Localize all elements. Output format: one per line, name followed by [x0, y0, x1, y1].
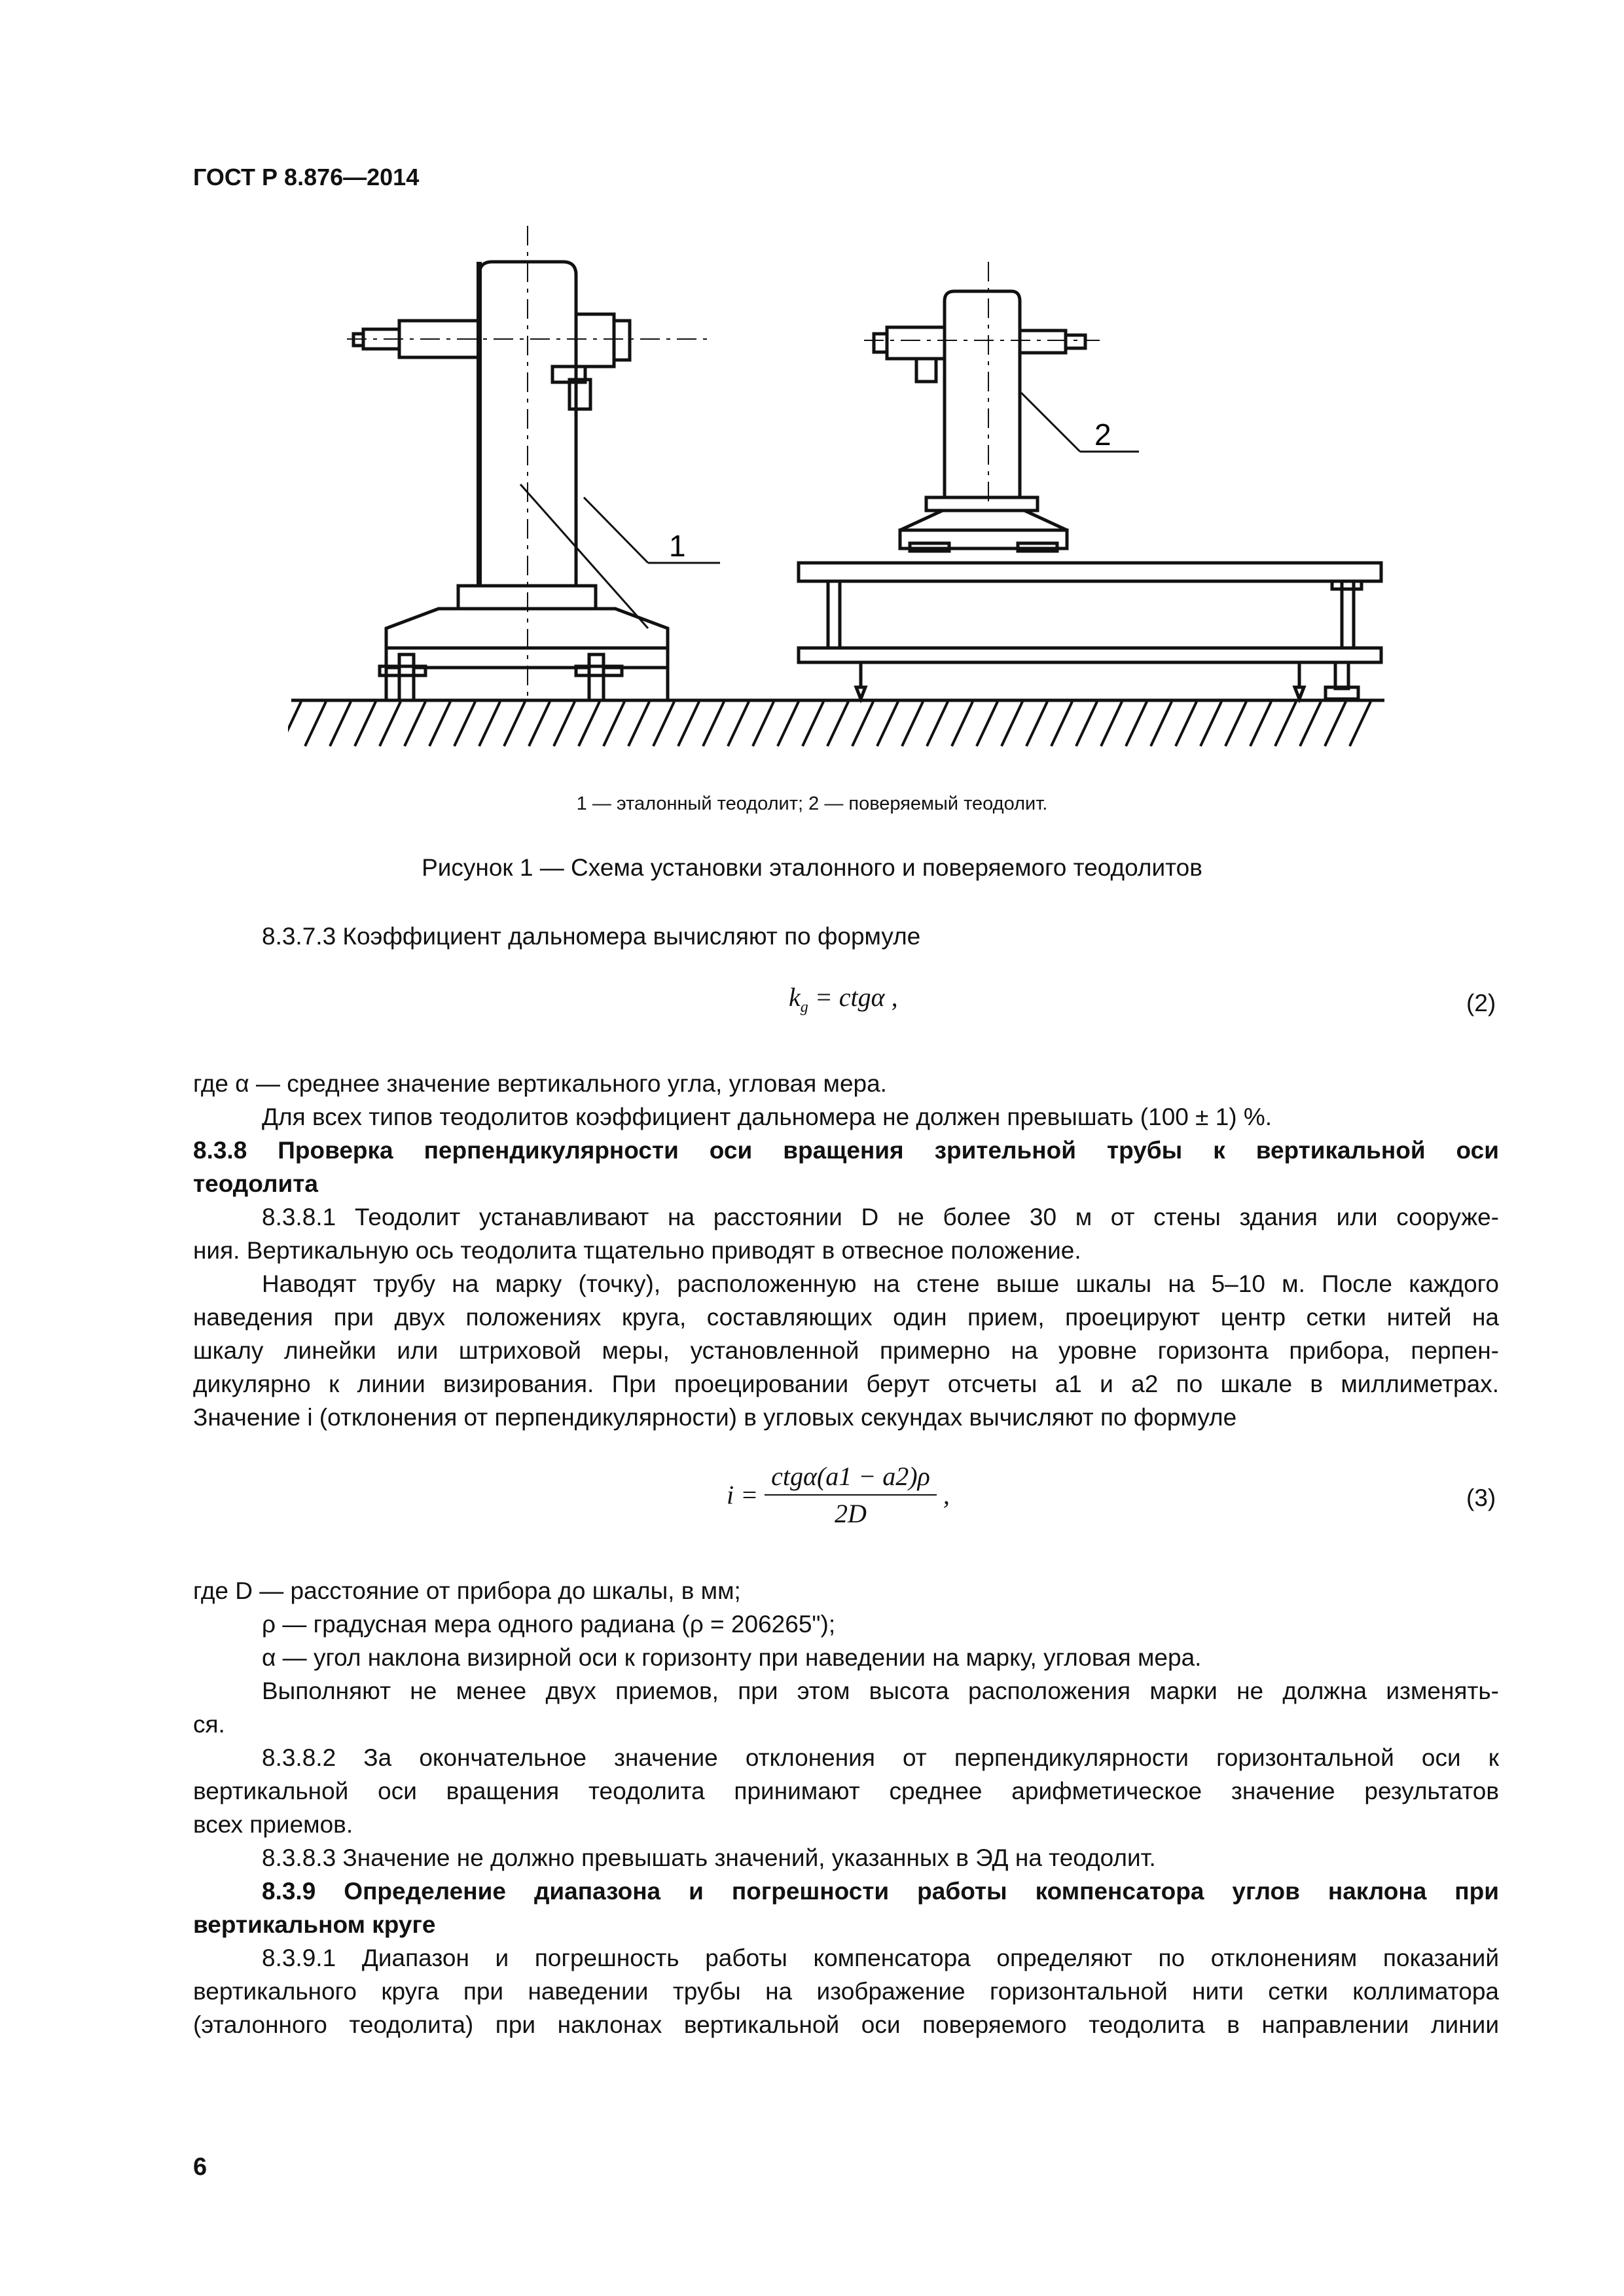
hatch-line [803, 702, 823, 746]
p2-line5: Значение i (отклонения от перпендикулярности) в угловых секундах вычисляют по формуле [193, 1404, 1237, 1431]
hatch-line [952, 702, 973, 746]
hatch-line [1051, 702, 1072, 746]
hatch-line [380, 702, 401, 746]
test-stand [799, 563, 1381, 699]
hatch-line [927, 702, 948, 746]
p8382-line1: 8.3.8.2 За окончательное значение отклонения от перпендикулярности горизонтальной оси к [262, 1744, 1499, 1771]
hatch-line [653, 702, 674, 746]
figure-theodolite-setup [288, 223, 1388, 759]
heading-839-line2: вертикальном круге [193, 1911, 436, 1938]
where-alpha-1: где α — среднее значение вертикального угла, угловая мера. [193, 1070, 887, 1097]
p8381-line1: 8.3.8.1 Теодолит устанавливают на расстоянии D не более 30 м от стены здания или сооруже- [262, 1204, 1499, 1230]
hatch-line [429, 702, 450, 746]
p2-line3: шкалу линейки или штриховой меры, установленной примерно на уровне горизонта прибора, перпен- [193, 1337, 1499, 1364]
p2-line1: Наводят трубу на марку (точку), расположенную на стене выше шкалы на 5–10 м. После каждого [262, 1270, 1499, 1297]
formula-3-comma: , [943, 1480, 950, 1510]
p8381-line2: ния. Вертикальную ось теодолита тщательно приводят в отвесное положение. [193, 1237, 1081, 1264]
paragraph-8373-intro: 8.3.7.3 Коэффициент дальномера вычисляют по формуле [262, 923, 921, 950]
document-header: ГОСТ Р 8.876—2014 [193, 164, 420, 190]
heading-838-line1: 8.3.8 Проверка перпендикулярности оси вращения зрительной трубы к вертикальной оси [193, 1137, 1499, 1164]
paragraph-limit: Для всех типов теодолитов коэффициент дальномера не должен превышать (100 ± 1) %. [262, 1103, 1272, 1130]
hatch-line [1350, 702, 1371, 746]
formula-2-rhs: = ctgα , [808, 982, 898, 1012]
where-rho: ρ — градусная мера одного радиана (ρ = 206265"); [262, 1611, 836, 1638]
hatch-line [1101, 702, 1122, 746]
hatch-line [728, 702, 749, 746]
ground-hatching [288, 702, 1371, 746]
heading-839-line1: 8.3.9 Определение диапазона и погрешности работы компенсатора углов наклона при [262, 1878, 1499, 1905]
hatch-line [778, 702, 799, 746]
figure-legend: 1 — эталонный теодолит; 2 — поверяемый теодолит. [576, 793, 1048, 814]
hatch-line [852, 702, 873, 746]
hatch-line [753, 702, 774, 746]
equation-number-3: (3) [1466, 1484, 1496, 1511]
hatch-line [1001, 702, 1022, 746]
formula-3-numerator: ctgα(a1 − a2)ρ [765, 1461, 937, 1496]
page-number: 6 [193, 2153, 208, 2181]
hatch-line [902, 702, 923, 746]
hatch-line [1250, 702, 1271, 746]
formula-2 [789, 982, 898, 1016]
hatch-line [504, 702, 525, 746]
p2-line4: дикулярно к линии визирования. При проецировании берут отсчеты a1 и a2 по шкале в миллиметрах. [193, 1371, 1499, 1397]
hatch-line [1225, 702, 1246, 746]
p8382-line3: всех приемов. [193, 1811, 353, 1838]
hatch-line [1176, 702, 1197, 746]
hatch-line [877, 702, 898, 746]
hatch-line [1026, 702, 1047, 746]
hatch-line [1300, 702, 1321, 746]
hatch-line [1325, 702, 1346, 746]
hatch-line [454, 702, 475, 746]
p3-line1: Выполняют не менее двух приемов, при этом высота расположения марки не должна изменять- [262, 1677, 1499, 1704]
hatch-line [827, 702, 848, 746]
hatch-line [1151, 702, 1172, 746]
hatch-line [579, 702, 600, 746]
hatch-line [678, 702, 699, 746]
p3-line2: ся. [193, 1711, 225, 1738]
where-alpha-2: α — угол наклона визирной оси к горизонту при наведении на марку, угловая мера. [262, 1644, 1202, 1671]
reference-theodolite [347, 226, 707, 700]
hatch-line [628, 702, 649, 746]
p8391-line3: (эталонного теодолита) при наклонах вертикальной оси поверяемого теодолита в направлении линии [193, 2011, 1499, 2038]
tested-theodolite [864, 262, 1100, 551]
hatch-line [355, 702, 376, 746]
hatch-line [1076, 702, 1097, 746]
hatch-line [305, 702, 326, 746]
p8382-line2: вертикальной оси вращения теодолита принимают среднее арифметическое значение результатов [193, 1778, 1499, 1804]
p8391-line2: вертикального круга при наведении трубы на изображение горизонтальной нити сетки коллиматора [193, 1978, 1499, 2005]
p8383: 8.3.8.3 Значение не должно превышать значений, указанных в ЭД на теодолит. [262, 1844, 1156, 1871]
formula-3-fraction [765, 1461, 937, 1529]
p8391-line1: 8.3.9.1 Диапазон и погрешность работы компенсатора определяют по отклонениям показаний [262, 1945, 1499, 1971]
figure-caption: Рисунок 1 — Схема установки эталонного и поверяемого теодолитов [422, 854, 1202, 881]
hatch-line [529, 702, 550, 746]
formula-3-denominator: 2D [835, 1499, 867, 1528]
hatch-line [1126, 702, 1147, 746]
equation-number-2: (2) [1466, 990, 1496, 1016]
hatch-line [554, 702, 575, 746]
hatch-line [977, 702, 998, 746]
p2-line2: наведения при двух положениях круга, составляющих один прием, проецируют центр сетки нитей на [193, 1304, 1499, 1331]
where-D: где D — расстояние от прибора до шкалы, в мм; [193, 1577, 741, 1604]
heading-838-line2: теодолита [193, 1170, 318, 1197]
formula-2-subscript: g [800, 999, 808, 1016]
hatch-line [330, 702, 351, 746]
formula-3-lhs: i = [727, 1480, 759, 1510]
formula-3 [727, 1461, 950, 1529]
figure-label-1: 1 [669, 529, 686, 563]
hatch-line [604, 702, 624, 746]
figure-label-2: 2 [1094, 418, 1111, 452]
hatch-line [1275, 702, 1296, 746]
hatch-line [288, 702, 301, 746]
formula-2-lhs: k [789, 982, 801, 1012]
hatch-line [1200, 702, 1221, 746]
hatch-line [405, 702, 425, 746]
hatch-line [479, 702, 500, 746]
hatch-line [703, 702, 724, 746]
